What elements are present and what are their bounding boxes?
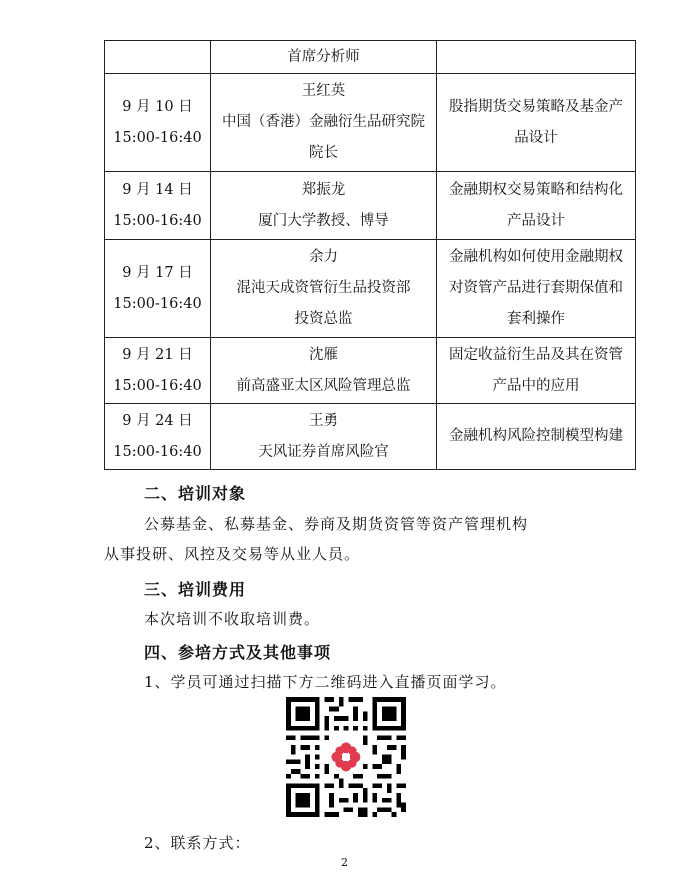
qr-code-icon[interactable] bbox=[286, 697, 406, 817]
topic-line: 品设计 bbox=[514, 129, 558, 146]
table-row bbox=[105, 172, 636, 240]
section-heading-training-target: 二、培训对象 bbox=[144, 484, 247, 503]
section-heading-training-fee: 三、培训费用 bbox=[144, 580, 247, 599]
paragraph-line: 从事投研、风控及交易等从业人员。 bbox=[104, 545, 361, 563]
table-cell bbox=[437, 41, 636, 74]
speaker-cell bbox=[211, 74, 437, 172]
topic-line: 金融期权交易策略和结构化 bbox=[449, 181, 623, 198]
session-date: 9 月 10 日 bbox=[122, 98, 193, 115]
speaker-cell bbox=[211, 404, 437, 470]
date-cell bbox=[105, 240, 211, 338]
topic-cell bbox=[437, 338, 636, 404]
table-row bbox=[105, 240, 636, 338]
topic-cell bbox=[437, 172, 636, 240]
table-cell bbox=[211, 41, 437, 74]
speaker-cell bbox=[211, 338, 437, 404]
session-time: 15:00-16:40 bbox=[113, 295, 202, 312]
topic-cell bbox=[437, 404, 636, 470]
speaker-org: 天风证券首席风险官 bbox=[258, 443, 389, 460]
topic-line: 产品设计 bbox=[507, 212, 565, 229]
table-cell bbox=[105, 41, 211, 74]
topic-line: 固定收益衍生品及其在资管 bbox=[449, 346, 623, 363]
topic-line: 金融机构风险控制模型构建 bbox=[449, 428, 623, 444]
paragraph-line: 2、联系方式： bbox=[144, 834, 251, 852]
paragraph-line: 公募基金、私募基金、券商及期货资管等资产管理机构 bbox=[144, 515, 529, 533]
table-row bbox=[105, 404, 636, 470]
date-cell bbox=[105, 404, 211, 470]
topic-line: 产品中的应用 bbox=[492, 377, 580, 394]
topic-line: 对资管产品进行套期保值和 bbox=[449, 280, 623, 296]
table-row bbox=[105, 41, 636, 74]
section-heading-participation: 四、参培方式及其他事项 bbox=[144, 643, 332, 662]
speaker-title: 首席分析师 bbox=[287, 48, 360, 65]
speaker-org: 中国（香港）金融衍生品研究院 bbox=[222, 114, 425, 130]
speaker-org: 前高盛亚太区风险管理总监 bbox=[236, 377, 411, 394]
date-cell bbox=[105, 338, 211, 404]
speaker-name: 郑振龙 bbox=[301, 181, 346, 198]
session-time: 15:00-16:40 bbox=[113, 377, 202, 394]
table-row bbox=[105, 74, 636, 172]
session-date: 9 月 14 日 bbox=[122, 181, 193, 198]
date-cell bbox=[105, 74, 211, 172]
speaker-cell bbox=[211, 172, 437, 240]
topic-cell bbox=[437, 74, 636, 172]
paragraph-line: 1、学员可通过扫描下方二维码进入直播页面学习。 bbox=[144, 673, 507, 691]
speaker-org: 厦门大学教授、博导 bbox=[258, 212, 389, 229]
speaker-name: 余力 bbox=[309, 249, 338, 265]
session-date: 9 月 24 日 bbox=[122, 412, 193, 429]
topic-line: 金融机构如何使用金融期权 bbox=[449, 249, 623, 265]
table-row bbox=[105, 338, 636, 404]
speaker-title: 投资总监 bbox=[294, 311, 353, 327]
paragraph-line: 本次培训不收取培训费。 bbox=[144, 610, 321, 628]
speaker-name: 王红英 bbox=[301, 83, 346, 99]
speaker-name: 王勇 bbox=[309, 412, 338, 429]
speaker-org: 混沌天成资管衍生品投资部 bbox=[236, 280, 411, 296]
topic-cell bbox=[437, 240, 636, 338]
date-cell bbox=[105, 172, 211, 240]
topic-line: 股指期货交易策略及基金产 bbox=[449, 98, 623, 115]
session-time: 15:00-16:40 bbox=[113, 212, 202, 229]
session-time: 15:00-16:40 bbox=[113, 129, 202, 146]
speaker-cell bbox=[211, 240, 437, 338]
speaker-name: 沈雁 bbox=[309, 346, 338, 363]
session-date: 9 月 21 日 bbox=[122, 346, 193, 363]
speaker-title: 院长 bbox=[309, 145, 338, 161]
session-date: 9 月 17 日 bbox=[122, 264, 193, 281]
schedule-table bbox=[104, 40, 636, 470]
page-number: 2 bbox=[341, 856, 348, 869]
topic-line: 套利操作 bbox=[507, 311, 565, 327]
session-time: 15:00-16:40 bbox=[113, 443, 202, 460]
